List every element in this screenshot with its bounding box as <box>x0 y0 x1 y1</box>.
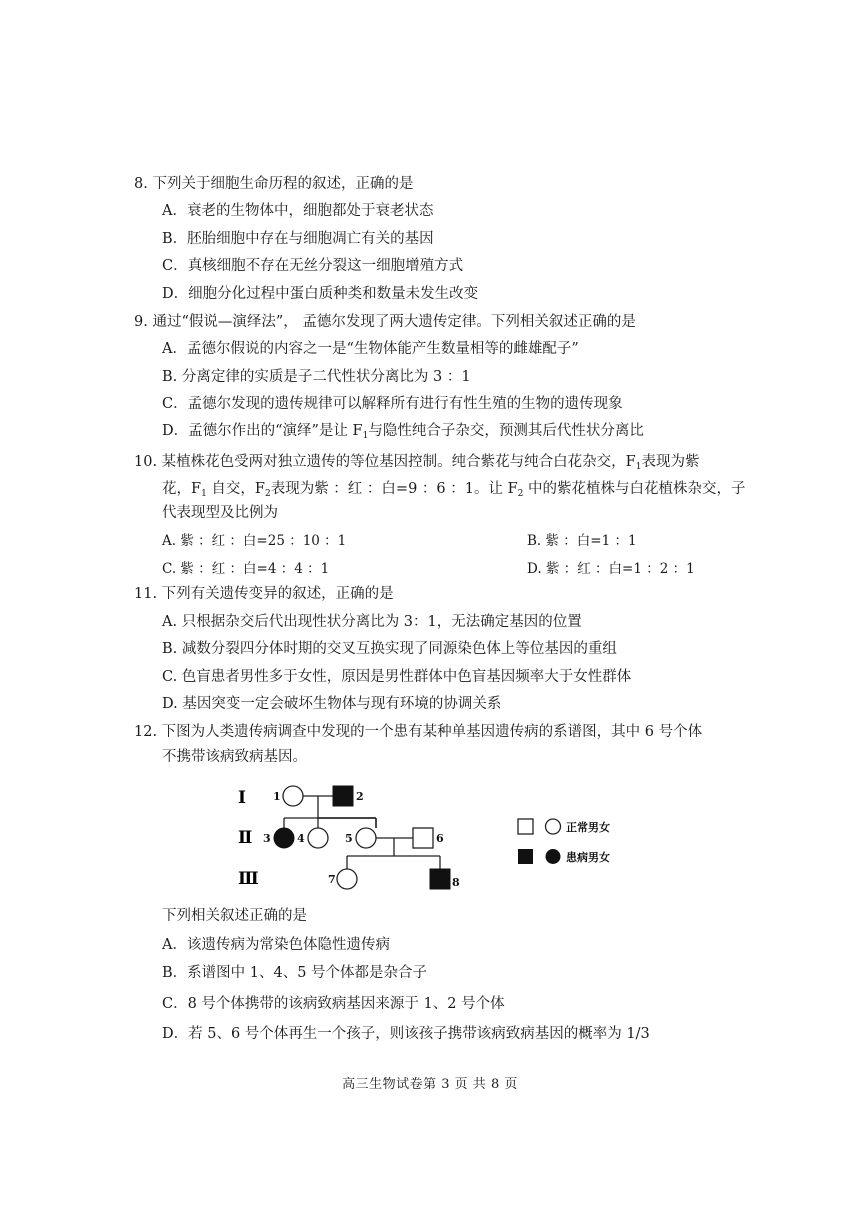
generation-label-1: Ⅰ <box>238 788 246 808</box>
q9-option-a: A．孟德尔假说的内容之一是“生物体能产生数量相等的雌雄配子” <box>162 341 579 357</box>
q8-option-d: D．细胞分化过程中蛋白质种类和数量未发生改变 <box>162 286 479 302</box>
individual-4 <box>308 828 328 848</box>
generation-label-2: Ⅱ <box>238 828 253 848</box>
individual-6 <box>413 828 433 848</box>
q10-option-d: D. 紫 ：红 ：白=1 ：2 ：1 <box>527 561 695 577</box>
q12-lead: 下列相关叙述正确的是 <box>162 908 307 924</box>
pedigree-chart <box>230 778 650 896</box>
individual-3-number: 3 <box>263 832 271 845</box>
individual-7-number: 7 <box>328 873 336 886</box>
generation-label-3: Ⅲ <box>238 869 259 889</box>
q12-option-d: D．若 5、6 号个体再生一个孩子，则该孩子携带该病致病基因的概率为 1/3 <box>162 1026 650 1042</box>
q11-option-d: D. 基因突变一定会破坏生物体与现有环境的协调关系 <box>162 696 502 712</box>
individual-7 <box>337 869 357 889</box>
q10-option-b: B. 紫 ：白=1 ：1 <box>527 533 637 549</box>
individual-5-number: 5 <box>345 832 353 845</box>
individual-6-number: 6 <box>436 832 444 845</box>
q8-stem: 8. 下列关于细胞生命历程的叙述，正确的是 <box>134 176 414 192</box>
q9-option-d: D．孟德尔作出的“演绎”是让 $F_1$与隐性纯合子杂交，预测其后代性状分离比 <box>162 423 644 441</box>
q10-option-c: C. 紫 ：红 ：白=4 ：4 ：1 <box>162 561 330 577</box>
q9-option-c: C．孟德尔发现的遗传规律可以解释所有进行有性生殖的生物的遗传现象 <box>162 396 623 412</box>
q10-stem-line2: 花，$F_1$ 自交，$F_2$表现为紫 ：红 ：白=9 ：6 ：1。让 $F_2$ 中的紫花植株与白花植株杂交，子 <box>162 481 746 499</box>
q10-stem-line3: 代表现型及比例为 <box>162 505 278 521</box>
q11-stem: 11. 下列有关遗传变异的叙述，正确的是 <box>134 586 394 602</box>
individual-1-number: 1 <box>273 790 281 803</box>
q10-option-a: A. 紫 ：红 ：白=25 ：10 ：1 <box>162 533 347 549</box>
legend-affected-label: 患病男女 <box>566 851 610 864</box>
legend-affected-male-icon <box>518 849 533 864</box>
q12-stem-line1: 12. 下图为人类遗传病调查中发现的一个患有某种单基因遗传病的系谱图，其中 6 号个体 <box>134 724 703 740</box>
q8-option-b: B．胚胎细胞中存在与细胞凋亡有关的基因 <box>162 231 434 247</box>
individual-3 <box>274 828 294 848</box>
q12-option-b: B．系谱图中 1、4、5 号个体都是杂合子 <box>162 965 428 981</box>
individual-8 <box>430 869 450 889</box>
q9-stem: 9. 通过“假说—演绎法”， 孟德尔发现了两大遗传定律。下列相关叙述正确的是 <box>134 314 636 330</box>
individual-8-number: 8 <box>452 876 460 889</box>
legend-normal-female-icon <box>546 819 561 834</box>
individual-4-number: 4 <box>297 832 305 845</box>
q8-option-a: A．衰老的生物体中，细胞都处于衰老状态 <box>162 203 434 219</box>
q11-option-b: B. 减数分裂四分体时期的交叉互换实现了同源染色体上等位基因的重组 <box>162 641 617 657</box>
legend-affected-female-icon <box>546 849 561 864</box>
q11-option-a: A. 只根据杂交后代出现性状分离比为 3：1，无法确定基因的位置 <box>162 614 582 630</box>
individual-1 <box>283 786 303 806</box>
individual-2 <box>333 786 353 806</box>
q8-option-c: C．真核细胞不存在无丝分裂这一细胞增殖方式 <box>162 258 464 274</box>
q12-option-c: C．8 号个体携带的该病致病基因来源于 1、2 号个体 <box>162 996 505 1012</box>
q9-option-b: B. 分离定律的实质是子二代性状分离比为 3 ：1 <box>162 369 471 385</box>
q11-option-c: C. 色盲患者男性多于女性，原因是男性群体中色盲基因频率大于女性群体 <box>162 669 632 685</box>
page-footer: 高三生物试卷第 3 页 共 8 页 <box>342 1077 518 1092</box>
q10-stem-line1: 10. 某植株花色受两对独立遗传的等位基因控制。纯合紫花与纯合白花杂交，$F_1$表现为紫 <box>134 454 700 472</box>
q12-option-a: A．该遗传病为常染色体隐性遗传病 <box>162 937 390 953</box>
legend-normal-male-icon <box>518 819 533 834</box>
individual-5 <box>356 828 376 848</box>
legend-normal-label: 正常男女 <box>566 821 610 834</box>
q12-stem-line2: 不携带该病致病基因。 <box>162 749 307 765</box>
individual-2-number: 2 <box>356 790 364 803</box>
